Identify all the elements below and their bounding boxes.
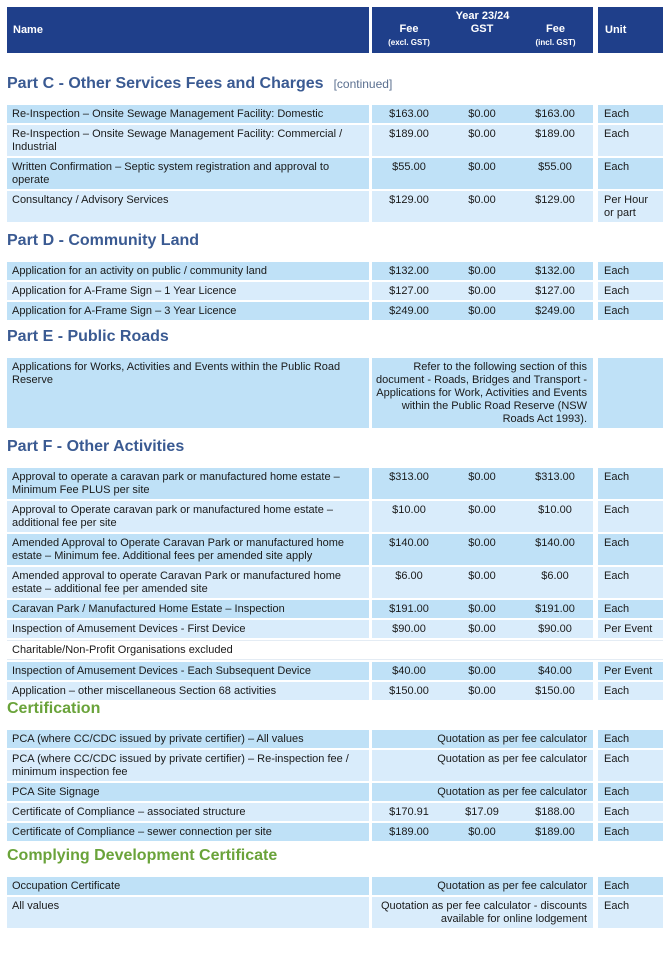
continued-label: [continued] [333,77,393,91]
table-row [7,730,663,748]
fee-gst: $0.00 [468,471,496,483]
fee-excl: $163.00 [389,108,429,120]
row-unit: Each [598,158,663,189]
fee-incl: $150.00 [535,685,575,697]
table-row [7,783,663,801]
header-fee-incl: Fee (incl. GST) [535,23,576,47]
row-name: Re-Inspection – Onsite Sewage Management Facility: Domestic [7,105,369,123]
row-name: Application for A-Frame Sign – 1 Year Licence [7,282,369,300]
fee-incl: $163.00 [535,108,575,120]
section-c [7,75,663,222]
fee-excl: $313.00 [389,471,429,483]
table-row [7,567,663,598]
table-row [7,501,663,532]
table-row [7,105,663,123]
row-name: Approval to Operate caravan park or manufactured home estate – additional fee per site [7,501,369,532]
table-row [7,125,663,156]
fee-excl: $140.00 [389,537,429,549]
table-row [7,640,663,660]
row-unit: Each [598,125,663,156]
fee-gst: $17.09 [465,806,499,818]
row-fees [372,468,593,499]
row-name: PCA (where CC/CDC issued by private certifier) – Re-inspection fee / minimum inspection fee [7,750,369,781]
fee-incl: $55.00 [538,161,572,173]
fee-incl: $129.00 [535,194,575,206]
row-name: Written Confirmation – Septic system registration and approval to operate [7,158,369,189]
header-gst: GST [470,23,494,35]
row-fees [372,158,593,189]
row-fees [372,620,593,638]
row-fees [372,191,593,222]
fee-table [7,468,663,700]
row-unit: Each [598,501,663,532]
fee-gst: $0.00 [468,265,496,277]
header-name: Name [7,7,369,53]
fee-note: Quotation as per fee calculator - discounts available for online lodgement [380,900,587,925]
row-name: Approval to operate a caravan park or manufactured home estate – Minimum Fee PLUS per site [7,468,369,499]
row-fees [372,803,593,821]
fee-excl: $150.00 [389,685,429,697]
fee-gst: $0.00 [468,570,496,582]
row-name: Amended Approval to Operate Caravan Park or manufactured home estate – Minimum fee. Additional fees per amended site apply [7,534,369,565]
row-name: Consultancy / Advisory Services [7,191,369,222]
fee-gst: $0.00 [468,108,496,120]
row-name: Re-Inspection – Onsite Sewage Management Facility: Commercial / Industrial [7,125,369,156]
fee-incl: $140.00 [535,537,575,549]
row-unit: Each [598,783,663,801]
header-year: Year 23/24 [455,10,510,22]
row-unit: Each [598,302,663,320]
table-row [7,468,663,499]
header-year-group [372,7,593,53]
fee-incl: $127.00 [535,285,575,297]
table-row [7,358,663,428]
fee-excl: $132.00 [389,265,429,277]
fee-incl: $189.00 [535,128,575,140]
row-unit: Each [598,730,663,748]
table-row [7,823,663,841]
fee-gst: $0.00 [468,161,496,173]
row-fees [372,682,593,700]
table-row [7,662,663,680]
fee-gst: $0.00 [468,665,496,677]
row-unit: Each [598,282,663,300]
fee-excl: $129.00 [389,194,429,206]
fee-excl: $189.00 [389,128,429,140]
fee-gst: $0.00 [468,826,496,838]
row-fees [372,750,593,781]
row-unit: Each [598,823,663,841]
row-unit: Each [598,567,663,598]
section-cert [7,700,663,841]
row-unit [598,358,663,428]
row-fees [372,567,593,598]
table-row [7,191,663,222]
fee-table [7,877,663,928]
table-row [7,302,663,320]
row-name: Certificate of Compliance – associated structure [7,803,369,821]
row-unit: Each [598,105,663,123]
row-fees [372,105,593,123]
table-row [7,877,663,895]
row-name: Caravan Park / Manufactured Home Estate – Inspection [7,600,369,618]
row-name: All values [7,897,369,928]
row-unit: Each [598,877,663,895]
section-e [7,328,663,428]
fee-excl: $249.00 [389,305,429,317]
row-unit: Each [598,750,663,781]
row-name: PCA Site Signage [7,783,369,801]
table-row [7,262,663,280]
table-row [7,897,663,928]
row-name: Applications for Works, Activities and Events within the Public Road Reserve [7,358,369,428]
fee-note: Quotation as per fee calculator [437,753,587,765]
fee-gst: $0.00 [468,685,496,697]
table-row [7,600,663,618]
fee-gst: $0.00 [468,305,496,317]
row-unit: Each [598,897,663,928]
fee-incl: $132.00 [535,265,575,277]
row-name: PCA (where CC/CDC issued by private certifier) – All values [7,730,369,748]
fee-gst: $0.00 [468,504,496,516]
fee-note: Refer to the following section of this document - Roads, Bridges and Transport - Applications for Work, Activities and Events within the Public Road Reserve (NSW Roads Act 1993). [376,361,587,425]
row-fees [372,877,593,895]
section-heading: Complying Development Certificate [7,847,278,864]
table-row [7,282,663,300]
fee-gst: $0.00 [468,537,496,549]
section-heading: Part C - Other Services Fees and Charges [continued] [7,75,393,92]
row-unit: Per Hour or part [598,191,663,222]
fee-excl: $127.00 [389,285,429,297]
fee-table [7,105,663,222]
section-d [7,232,663,320]
fee-note: Quotation as per fee calculator [437,733,587,745]
fee-gst: $0.00 [468,128,496,140]
fee-excl: $40.00 [392,665,426,677]
row-unit: Per Event [598,620,663,638]
fee-excl: $55.00 [392,161,426,173]
row-unit: Each [598,262,663,280]
row-fees [372,358,593,428]
fee-gst: $0.00 [468,603,496,615]
header-fee-excl: Fee (excl. GST) [388,23,430,47]
row-unit: Each [598,534,663,565]
section-cdc [7,847,663,928]
row-name: Charitable/Non-Profit Organisations excluded [7,640,663,660]
row-fees [372,125,593,156]
fee-incl: $10.00 [538,504,572,516]
fee-excl: $191.00 [389,603,429,615]
table-row [7,620,663,638]
row-unit: Each [598,600,663,618]
header-unit: Unit [598,7,663,53]
table-row [7,158,663,189]
row-fees [372,823,593,841]
row-fees [372,730,593,748]
fee-gst: $0.00 [468,623,496,635]
row-fees [372,282,593,300]
row-fees [372,302,593,320]
row-name: Application for an activity on public / community land [7,262,369,280]
fee-incl: $189.00 [535,826,575,838]
section-heading: Certification [7,700,101,717]
fee-gst: $0.00 [468,285,496,297]
row-fees [372,262,593,280]
fee-schedule-page [7,7,663,925]
row-name: Inspection of Amusement Devices - First Device [7,620,369,638]
fee-table [7,730,663,841]
row-fees [372,662,593,680]
row-name: Amended approval to operate Caravan Park or manufactured home estate – additional fee per amended site [7,567,369,598]
fee-excl: $6.00 [395,570,423,582]
fee-excl: $90.00 [392,623,426,635]
table-row [7,750,663,781]
table-header [7,7,663,53]
table-row [7,682,663,700]
fee-incl: $188.00 [535,806,575,818]
fee-incl: $313.00 [535,471,575,483]
fee-table [7,358,663,428]
section-heading: Part E - Public Roads [7,328,169,345]
row-name: Occupation Certificate [7,877,369,895]
row-unit: Each [598,803,663,821]
section-heading: Part D - Community Land [7,232,200,249]
fee-excl: $10.00 [392,504,426,516]
section-f [7,438,663,700]
fee-table [7,262,663,320]
row-fees [372,897,593,928]
fee-incl: $191.00 [535,603,575,615]
row-fees [372,783,593,801]
row-name: Application for A-Frame Sign – 3 Year Licence [7,302,369,320]
row-fees [372,600,593,618]
row-unit: Each [598,682,663,700]
row-fees [372,501,593,532]
fee-excl: $189.00 [389,826,429,838]
fee-gst: $0.00 [468,194,496,206]
fee-incl: $40.00 [538,665,572,677]
table-row [7,534,663,565]
table-row [7,803,663,821]
row-unit: Per Event [598,662,663,680]
fee-incl: $6.00 [541,570,569,582]
row-fees [372,534,593,565]
fee-excl: $170.91 [389,806,429,818]
row-unit: Each [598,468,663,499]
fee-note: Quotation as per fee calculator [437,880,587,892]
fee-incl: $90.00 [538,623,572,635]
row-name: Application – other miscellaneous Section 68 activities [7,682,369,700]
section-heading: Part F - Other Activities [7,438,185,455]
fee-incl: $249.00 [535,305,575,317]
row-name: Inspection of Amusement Devices - Each Subsequent Device [7,662,369,680]
fee-note: Quotation as per fee calculator [437,786,587,798]
row-name: Certificate of Compliance – sewer connection per site [7,823,369,841]
